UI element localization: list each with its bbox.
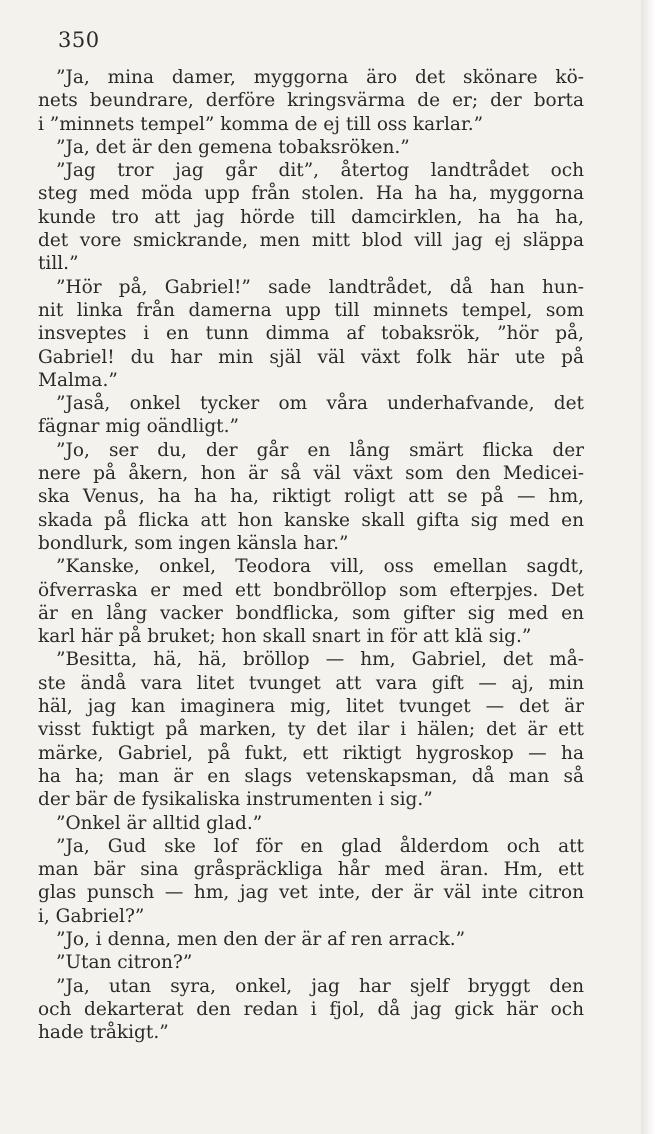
- text-line: märke, Gabriel, på fukt, ett riktigt hygroskop — ha: [38, 742, 584, 764]
- text-line: nit linka från damerna upp till minnets tempel, som: [38, 299, 584, 321]
- text-line: insveptes i en tunn dimma af tobaksrök, ”hör på,: [38, 323, 584, 345]
- page-edge: [641, 0, 655, 1134]
- text-line: det vore smickrande, men mitt blod vill jag ej släppa: [38, 230, 584, 252]
- body-text: [38, 66, 584, 1044]
- text-line: ste ändå vara litet tvunget att vara gift — aj, min: [38, 672, 584, 694]
- text-line: karl här på bruket; hon skall snart in för att klä sig.”: [38, 626, 532, 648]
- text-line: öfverraska er med ett bondbröllop som efterpjes. Det: [38, 579, 584, 601]
- text-line: kunde tro att jag hörde till damcirklen, ha ha ha,: [38, 206, 584, 228]
- text-line: ”Onkel är alltid glad.”: [56, 812, 263, 834]
- text-line: ”Utan citron?”: [56, 952, 193, 974]
- text-line: ”Ja, Gud ske lof för en glad ålderdom och att: [56, 835, 584, 857]
- text-line: der bär de fysikaliska instrumenten i sig.”: [38, 789, 433, 811]
- text-line: och dekarterat den redan i fjol, då jag gick här och: [38, 998, 584, 1020]
- text-line: hade tråkigt.”: [38, 1022, 169, 1044]
- text-line: ”Besitta, hä, hä, bröllop — hm, Gabriel, det må-: [56, 649, 584, 671]
- text-line: ska Venus, ha ha ha, riktigt roligt att se på — hm,: [38, 486, 584, 508]
- text-line: bondlurk, som ingen känsla har.”: [38, 532, 349, 554]
- text-line: Gabriel! du har min själ väl växt folk här ute på: [38, 346, 584, 368]
- text-line: till.”: [38, 253, 79, 275]
- text-line: häl, jag kan imaginera mig, litet tvunget — det är: [38, 696, 584, 718]
- text-line: Malma.”: [38, 369, 118, 391]
- text-line: i, Gabriel?”: [38, 905, 145, 927]
- text-line: nere på åkern, hon är så väl växt som den Medicei-: [38, 463, 584, 485]
- text-line: ”Ja, det är den gemena tobaksröken.”: [56, 136, 410, 158]
- text-line: steg med möda upp från stolen. Ha ha ha, myggorna: [38, 183, 584, 205]
- text-line: ha ha; man är en slags vetenskapsman, då man så: [38, 765, 584, 787]
- text-line: man bär sina gråspräckliga hår med äran. Hm, ett: [38, 859, 584, 881]
- text-line: ”Jo, i denna, men den der är af ren arrack.”: [56, 928, 466, 950]
- page-number: 350: [58, 28, 100, 52]
- text-line: ”Jo, ser du, der går en lång smärt flicka der: [56, 439, 584, 461]
- text-line: ”Ja, utan syra, onkel, jag har sjelf bryggt den: [56, 975, 584, 997]
- text-line: är en lång vacker bondflicka, som gifter sig med en: [38, 602, 584, 624]
- text-line: ”Ja, mina damer, myggorna äro det skönare kö-: [56, 67, 584, 88]
- text-line: ”Jaså, onkel tycker om våra underhafvande, det: [56, 393, 584, 415]
- text-line: glas punsch — hm, jag vet inte, der är väl inte citron: [38, 882, 584, 904]
- text-line: fägnar mig oändligt.”: [38, 416, 239, 438]
- text-line: visst fuktigt på marken, ty det ilar i hälen; det är ett: [38, 719, 584, 741]
- text-line: nets beundrare, derföre kringsvärma de er; der borta: [38, 90, 584, 112]
- text-line: ”Kanske, onkel, Teodora vill, oss emellan sagdt,: [56, 556, 584, 578]
- text-line: ”Jag tror jag går dit”, återtog landtrådet och: [56, 160, 584, 182]
- text-line: i ”minnets tempel” komma de ej till oss karlar.”: [38, 113, 484, 135]
- text-line: ”Hör på, Gabriel!” sade landtrådet, då han hun-: [56, 276, 584, 298]
- text-line: skada på flicka att hon kanske skall gifta sig med en: [38, 509, 584, 531]
